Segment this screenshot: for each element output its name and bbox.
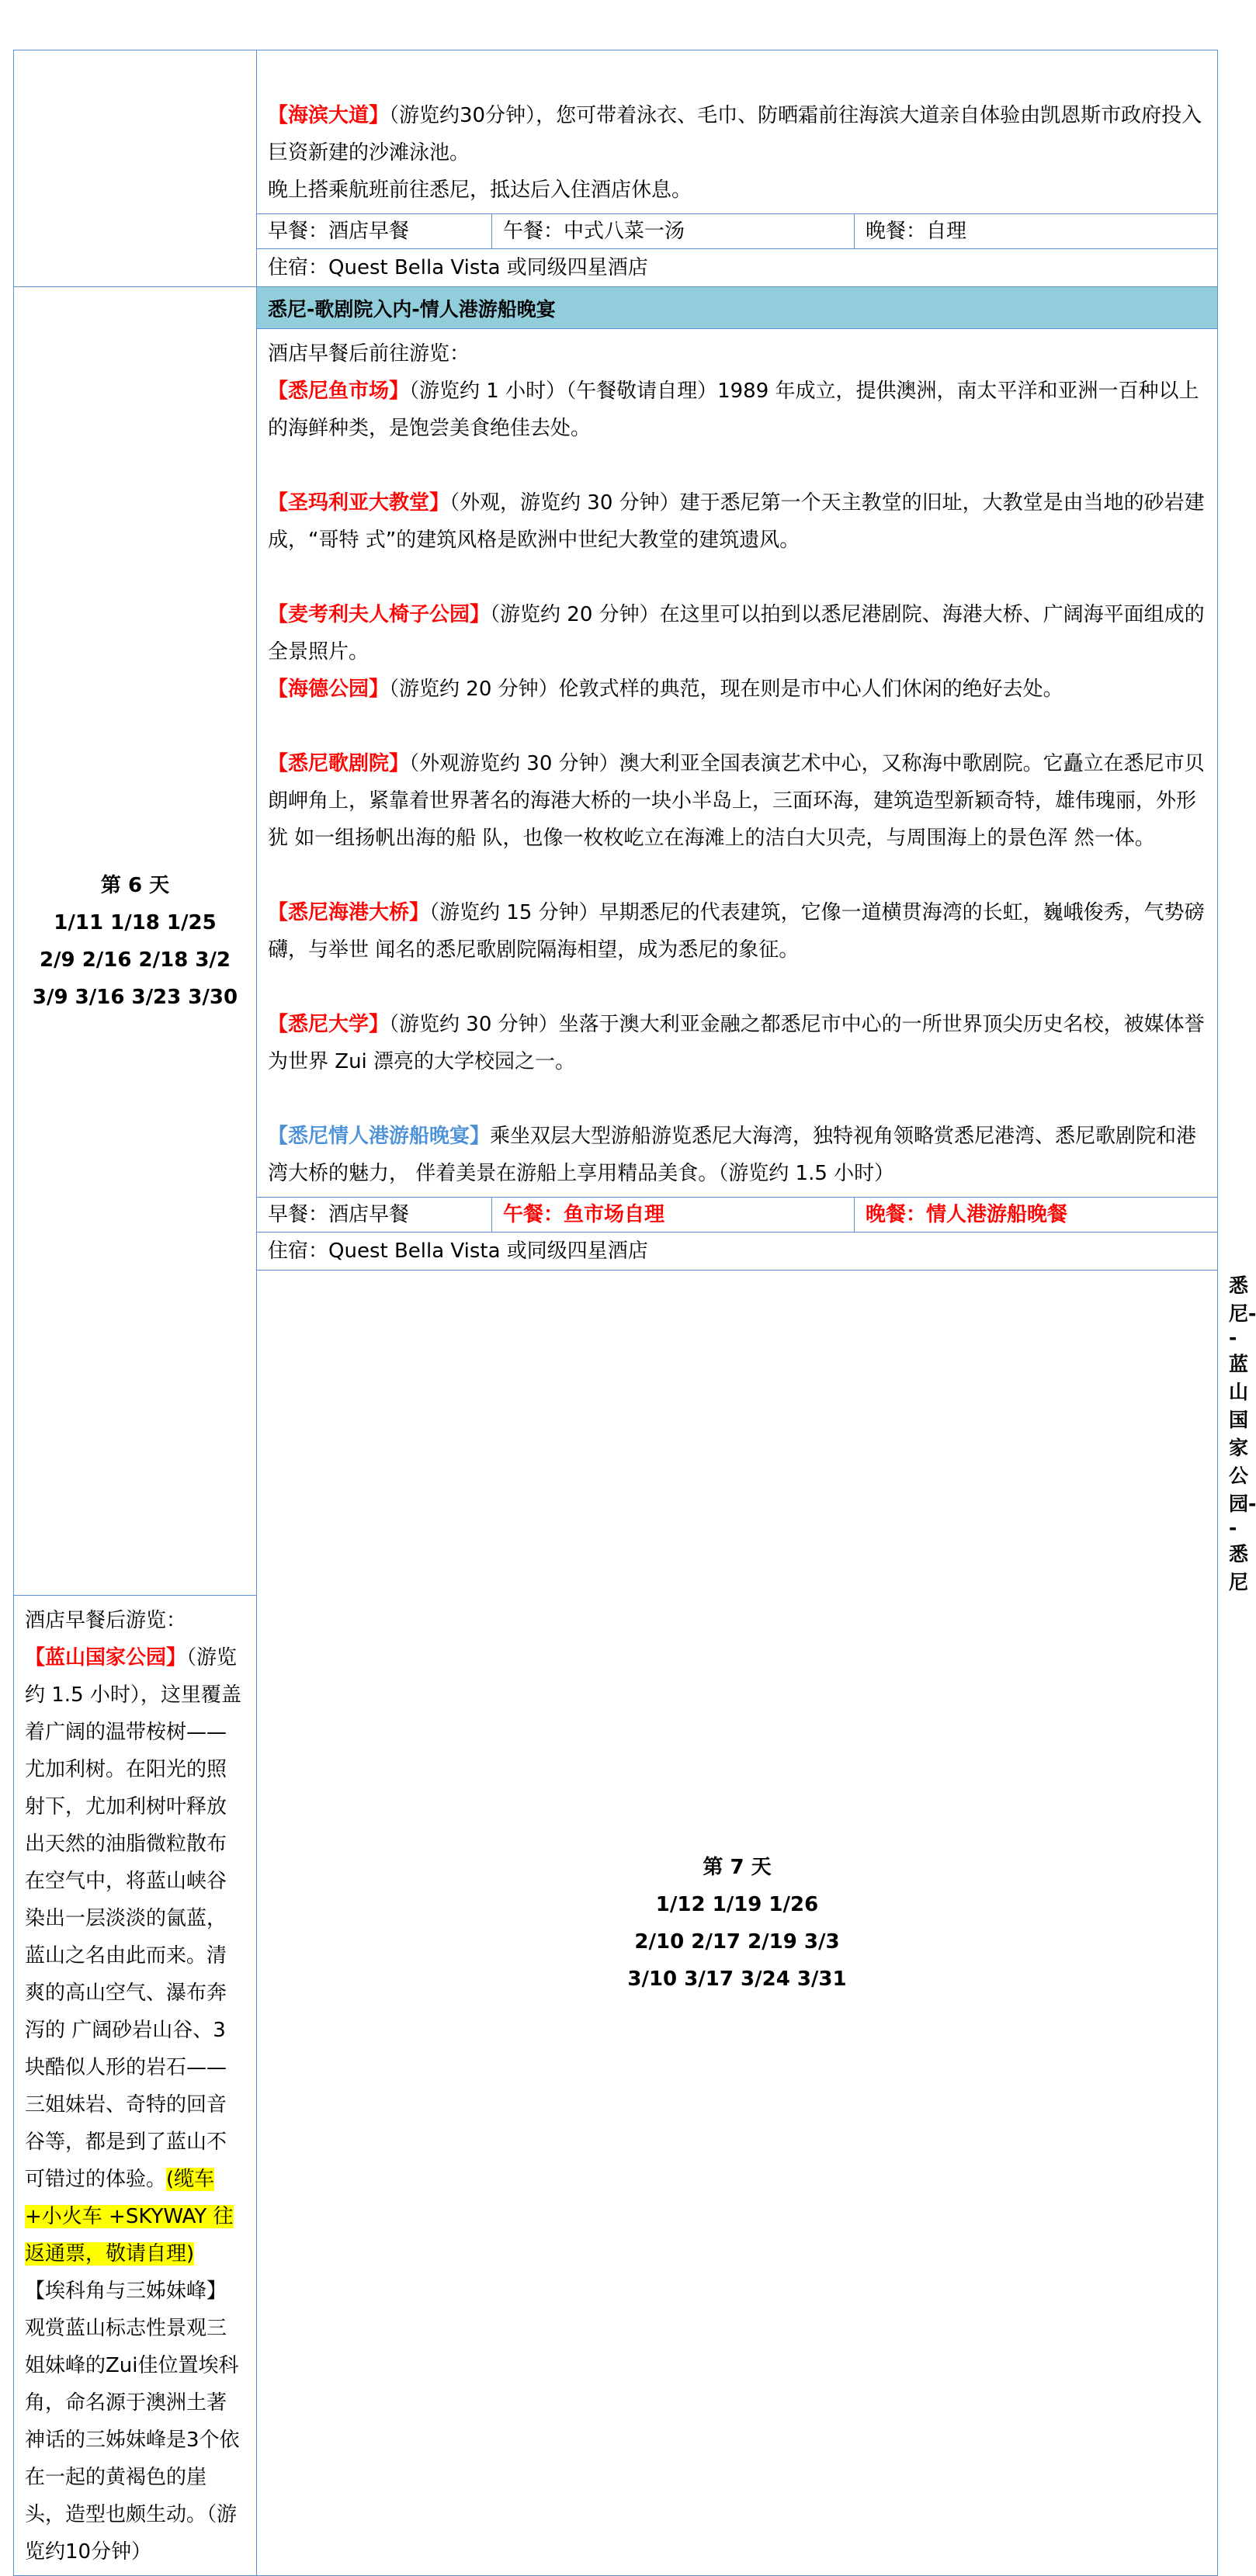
night-flight-text: 晚上搭乘航班前往悉尼，抵达后入住酒店休息。: [268, 179, 692, 202]
blue-mountains-heading: 【蓝山国家公园】: [25, 1646, 187, 1669]
breakfast-label: 早餐：酒店早餐: [257, 214, 492, 248]
day7-intro: 酒店早餐后游览：: [25, 1609, 187, 1632]
day6-dates-2: 2/9 2/16 2/18 3/2: [39, 948, 231, 972]
day5-meals-row: [257, 214, 1218, 249]
day6-breakfast-label: 早餐：酒店早餐: [257, 1198, 492, 1232]
pass-note-highlight: (缆车+小火车 +SKYWAY 往返通票，敬请自理): [25, 2168, 234, 2266]
day6-stay: 住宿：Quest Bella Vista 或同级四星酒店: [257, 1233, 1218, 1271]
day7-dates-3: 3/10 3/17 3/24 3/31: [627, 1967, 847, 1991]
day5-cell: [14, 50, 257, 287]
hyde-park-heading: 【海德公园】: [268, 678, 390, 701]
university-heading: 【悉尼大学】: [268, 1013, 390, 1036]
harbour-bridge-heading: 【悉尼海港大桥】: [268, 901, 430, 924]
seaside-paragraph: 【海滨大道】（游览约30分钟），您可带着泳衣、毛巾、防晒霜前往海滨大道亲自体验由凯恩斯市政府投入巨资新建的沙滩泳池。: [268, 104, 1202, 165]
fish-market-paragraph: 【悉尼鱼市场】（游览约 1 小时）（午餐敬请自理）1989 年成立，提供澳洲，南太平洋和亚洲一百种以上的海鲜种类，是饱尝美食绝佳去处。: [268, 380, 1199, 440]
hyde-park-paragraph: 【海德公园】（游览约 20 分钟）伦敦式样的典范，现在则是市中心人们休闲的绝好去处。: [268, 678, 1063, 701]
fish-market-heading: 【悉尼鱼市场】: [268, 380, 410, 403]
day7-body: [14, 1596, 257, 2576]
day6-label: 第 6 天: [100, 873, 170, 897]
day6-cell: [14, 287, 257, 1596]
day6-dinner-label: 晚餐：情人港游船晚餐: [866, 1203, 1068, 1226]
chair-park-paragraph: 【麦考利夫人椅子公园】（游览约 20 分钟）在这里可以拍到以悉尼港剧院、海港大桥、广阔海平面组成的全景照片。: [268, 603, 1205, 664]
day7-label: 第 7 天: [703, 1855, 772, 1879]
day6-body: [257, 329, 1218, 1198]
seaside-heading: 【海滨大道】: [268, 104, 390, 127]
day6-lunch-label: 午餐：鱼市场自理: [492, 1198, 855, 1232]
day5-body: [257, 50, 1218, 214]
day7-dates-1: 1/12 1/19 1/26: [655, 1892, 819, 1916]
day6-title: 悉尼-歌剧院入内-情人港游船晚宴: [257, 287, 1218, 329]
cruise-paragraph: 【悉尼情人港游船晚宴】乘坐双层大型游船游览悉尼大海湾，独特视角领略赏悉尼港湾、悉尼歌剧院和港湾大桥的魅力， 伴着美景在游船上享用精品美食。（游览约 1.5 小时）: [268, 1125, 1197, 1185]
day6-dates-3: 3/9 3/16 3/23 3/30: [32, 985, 238, 1009]
university-paragraph: 【悉尼大学】（游览约 30 分钟）坐落于澳大利亚金融之都悉尼市中心的一所世界顶尖历史名校，被媒体誉为世界 Zui 漂亮的大学校园之一。: [268, 1013, 1205, 1073]
day6-intro: 酒店早餐后前往游览：: [268, 342, 470, 366]
opera-house-paragraph: 【悉尼歌剧院】（外观游览约 30 分钟）澳大利亚全国表演艺术中心，又称海中歌剧院。它矗立在悉尼市贝朗岬角上，紧靠着世界著名的海港大桥的一块小半岛上，三面环海，建筑造型新颖奇特，雄伟瑰丽，外形犹 如一组扬帆出海的船 队，也像一枚枚屹立在海滩上的洁白大贝壳，与周围海上的景色浑 然一体。: [268, 752, 1205, 850]
blue-mountains-paragraph: 【蓝山国家公园】（游览约 1.5 小时），这里覆盖着广阔的温带桉树——尤加利树。在阳光的照射下，尤加利树叶释放 出天然的油脂微粒散布在空气中，将蓝山峡谷染出一层淡淡的氤蓝，蓝山之名由此而来。清爽的高山空气、瀑布奔泻的 广阔砂岩山谷、3 块酷似人形的岩石——三姐妹岩、奇特的回音谷等，都是到了蓝山不可错过的体验。(缆车+小火车 +SKYWAY 往返通票，敬请自理): [25, 1646, 241, 2266]
day6-meals-row: [257, 1198, 1218, 1233]
echo-point-paragraph: 【埃科角与三姊妹峰】观赏蓝山标志性景观三姐妹峰的Zui佳位置埃科角，命名源于澳洲土著神话的三姊妹峰是3个依在一起的黄褐色的崖头，造型也颇生动。（游览约10分钟）: [25, 2280, 240, 2564]
cathedral-heading: 【圣玛利亚大教堂】: [268, 491, 450, 515]
cruise-heading: 【悉尼情人港游船晚宴】: [268, 1125, 491, 1148]
day7-cell: [257, 1271, 1218, 2576]
lunch-label: 午餐：中式八菜一汤: [492, 214, 855, 248]
harbour-bridge-paragraph: 【悉尼海港大桥】（游览约 15 分钟）早期悉尼的代表建筑，它像一道横贯海湾的长虹，巍峨俊秀，气势磅礴，与举世 闻名的悉尼歌剧院隔海相望，成为悉尼的象征。: [268, 901, 1205, 962]
cathedral-paragraph: 【圣玛利亚大教堂】（外观，游览约 30 分钟）建于悉尼第一个天主教堂的旧址，大教堂是由当地的砂岩建成，“哥特 式”的建筑风格是欧洲中世纪大教堂的建筑遗风。: [268, 491, 1205, 552]
day5-stay: 住宿：Quest Bella Vista 或同级四星酒店: [257, 249, 1218, 287]
dinner-label: 晚餐：自理: [866, 220, 967, 243]
chair-park-heading: 【麦考利夫人椅子公园】: [268, 603, 491, 626]
day7-dates-2: 2/10 2/17 2/19 3/3: [634, 1929, 840, 1954]
opera-house-heading: 【悉尼歌剧院】: [268, 752, 410, 775]
day6-dates-1: 1/11 1/18 1/25: [54, 910, 217, 934]
itinerary-table: 【海滨大道】（游览约30分钟），您可带着泳衣、毛巾、防晒霜前往海滨大道亲自体验由凯恩斯市政府投入巨资新建的沙滩泳池。 晚上搭乘航班前往悉尼，抵达后入住酒店休息。 早餐：酒店早餐 午餐：中式八菜一汤 晚餐：自理 住宿：Quest Bella Vista 或同级四星酒店 第 6 天 1/11 1/18 1/25 2/9 2/16 2/18 3/2 3/9 3/16 3/23 3/30 悉尼-歌剧院入内-情人港游船晚宴 酒店早餐后前往游览： 【悉尼鱼市场】（游览约 1 小时）（午餐敬请自理）1989 年成立，提供澳洲，南太平洋和亚洲一百种以上的海鲜种类，是饱尝美食绝佳去处。 【圣玛利亚大教堂】（外观，游览约 30 分钟）建于悉尼第一个天主教堂的旧址，大教堂是由当地的砂岩建成，“哥特 式”的建筑风格是欧洲中世纪大教堂的建筑遗风。 【麦考利夫人椅子公园】（游览约 20 分钟）在这里可以拍到以悉尼港剧院、海港大桥、广阔海平面组成的全景照片。 【海德公园】（游览约 20 分钟）伦敦式样的典范，现在则是市中心人们休闲的绝好去处。 【悉尼歌剧院】（外观游览约 30 分钟）澳大利亚全国表演艺术中心，又称海中歌剧院。它矗立在悉尼市贝朗岬角上，紧靠着世界著名的海港大桥的一块小半岛上，三面环海，建筑造型新颖奇特，雄伟瑰丽，外形犹 如一组扬帆出海的船 队，也像一枚枚屹立在海滩上的洁白大贝壳，与周围海上的景色浑 然一体。 【悉尼海港大桥】（游览约 15 分钟）早期悉尼的代表建筑，它像一道横贯海湾的长虹，巍峨俊秀，气势磅礴，与举世 闻名的悉尼歌剧院隔海相望，成为悉尼的象征。 【悉尼大学】（游览约 30 分钟）坐落于澳大利亚金融之都悉尼市中心的一所世界顶尖历史名校，被媒体誉为世界 Zui 漂亮的大学校园之一。 【悉尼情人港游船晚宴】乘坐双层大型游船游览悉尼大海湾，独特视角领略赏悉尼港湾、悉尼歌剧院和港湾大桥的魅力， 伴着美景在游船上享用精品美食。（游览约 1.5 小时） 早餐：酒店早餐 午餐：鱼市场自理 晚餐：情人港游船晚餐 住宿：Quest Bella Vista 或同级四星酒店 第 7 天 1/12 1/19 1/26 2/10 2/17 2/19 3/3 3/10 3/17 3/24 3/31 悉尼--蓝山国家公园--悉尼 酒店早餐后游览： 【蓝山国家公园】（游览约 1.5 小时），这里覆盖着广阔的温带桉树——尤加利树。在阳光的照射下，尤加利树叶释放 出天然的油脂微粒散布在空气中，将蓝山峡谷染出一层淡淡的氤蓝，蓝山之名由此而来。清爽的高山空气、瀑布奔泻的 广阔砂岩山谷、3 块酷似人形的岩石——三姐妹岩、奇特的回音谷等，都是到了蓝山不可错过的体验。(缆车+小火车 +SKYWAY 往返通票，敬请自理) 【埃科角与三姊妹峰】观赏蓝山标志性景观三姐妹峰的Zui佳位置埃科角，命名源于澳洲土著神话的三姊妹峰是3个依在一起的黄褐色的崖头，造型也颇生动。（游览约10分钟）: [13, 50, 1218, 2576]
